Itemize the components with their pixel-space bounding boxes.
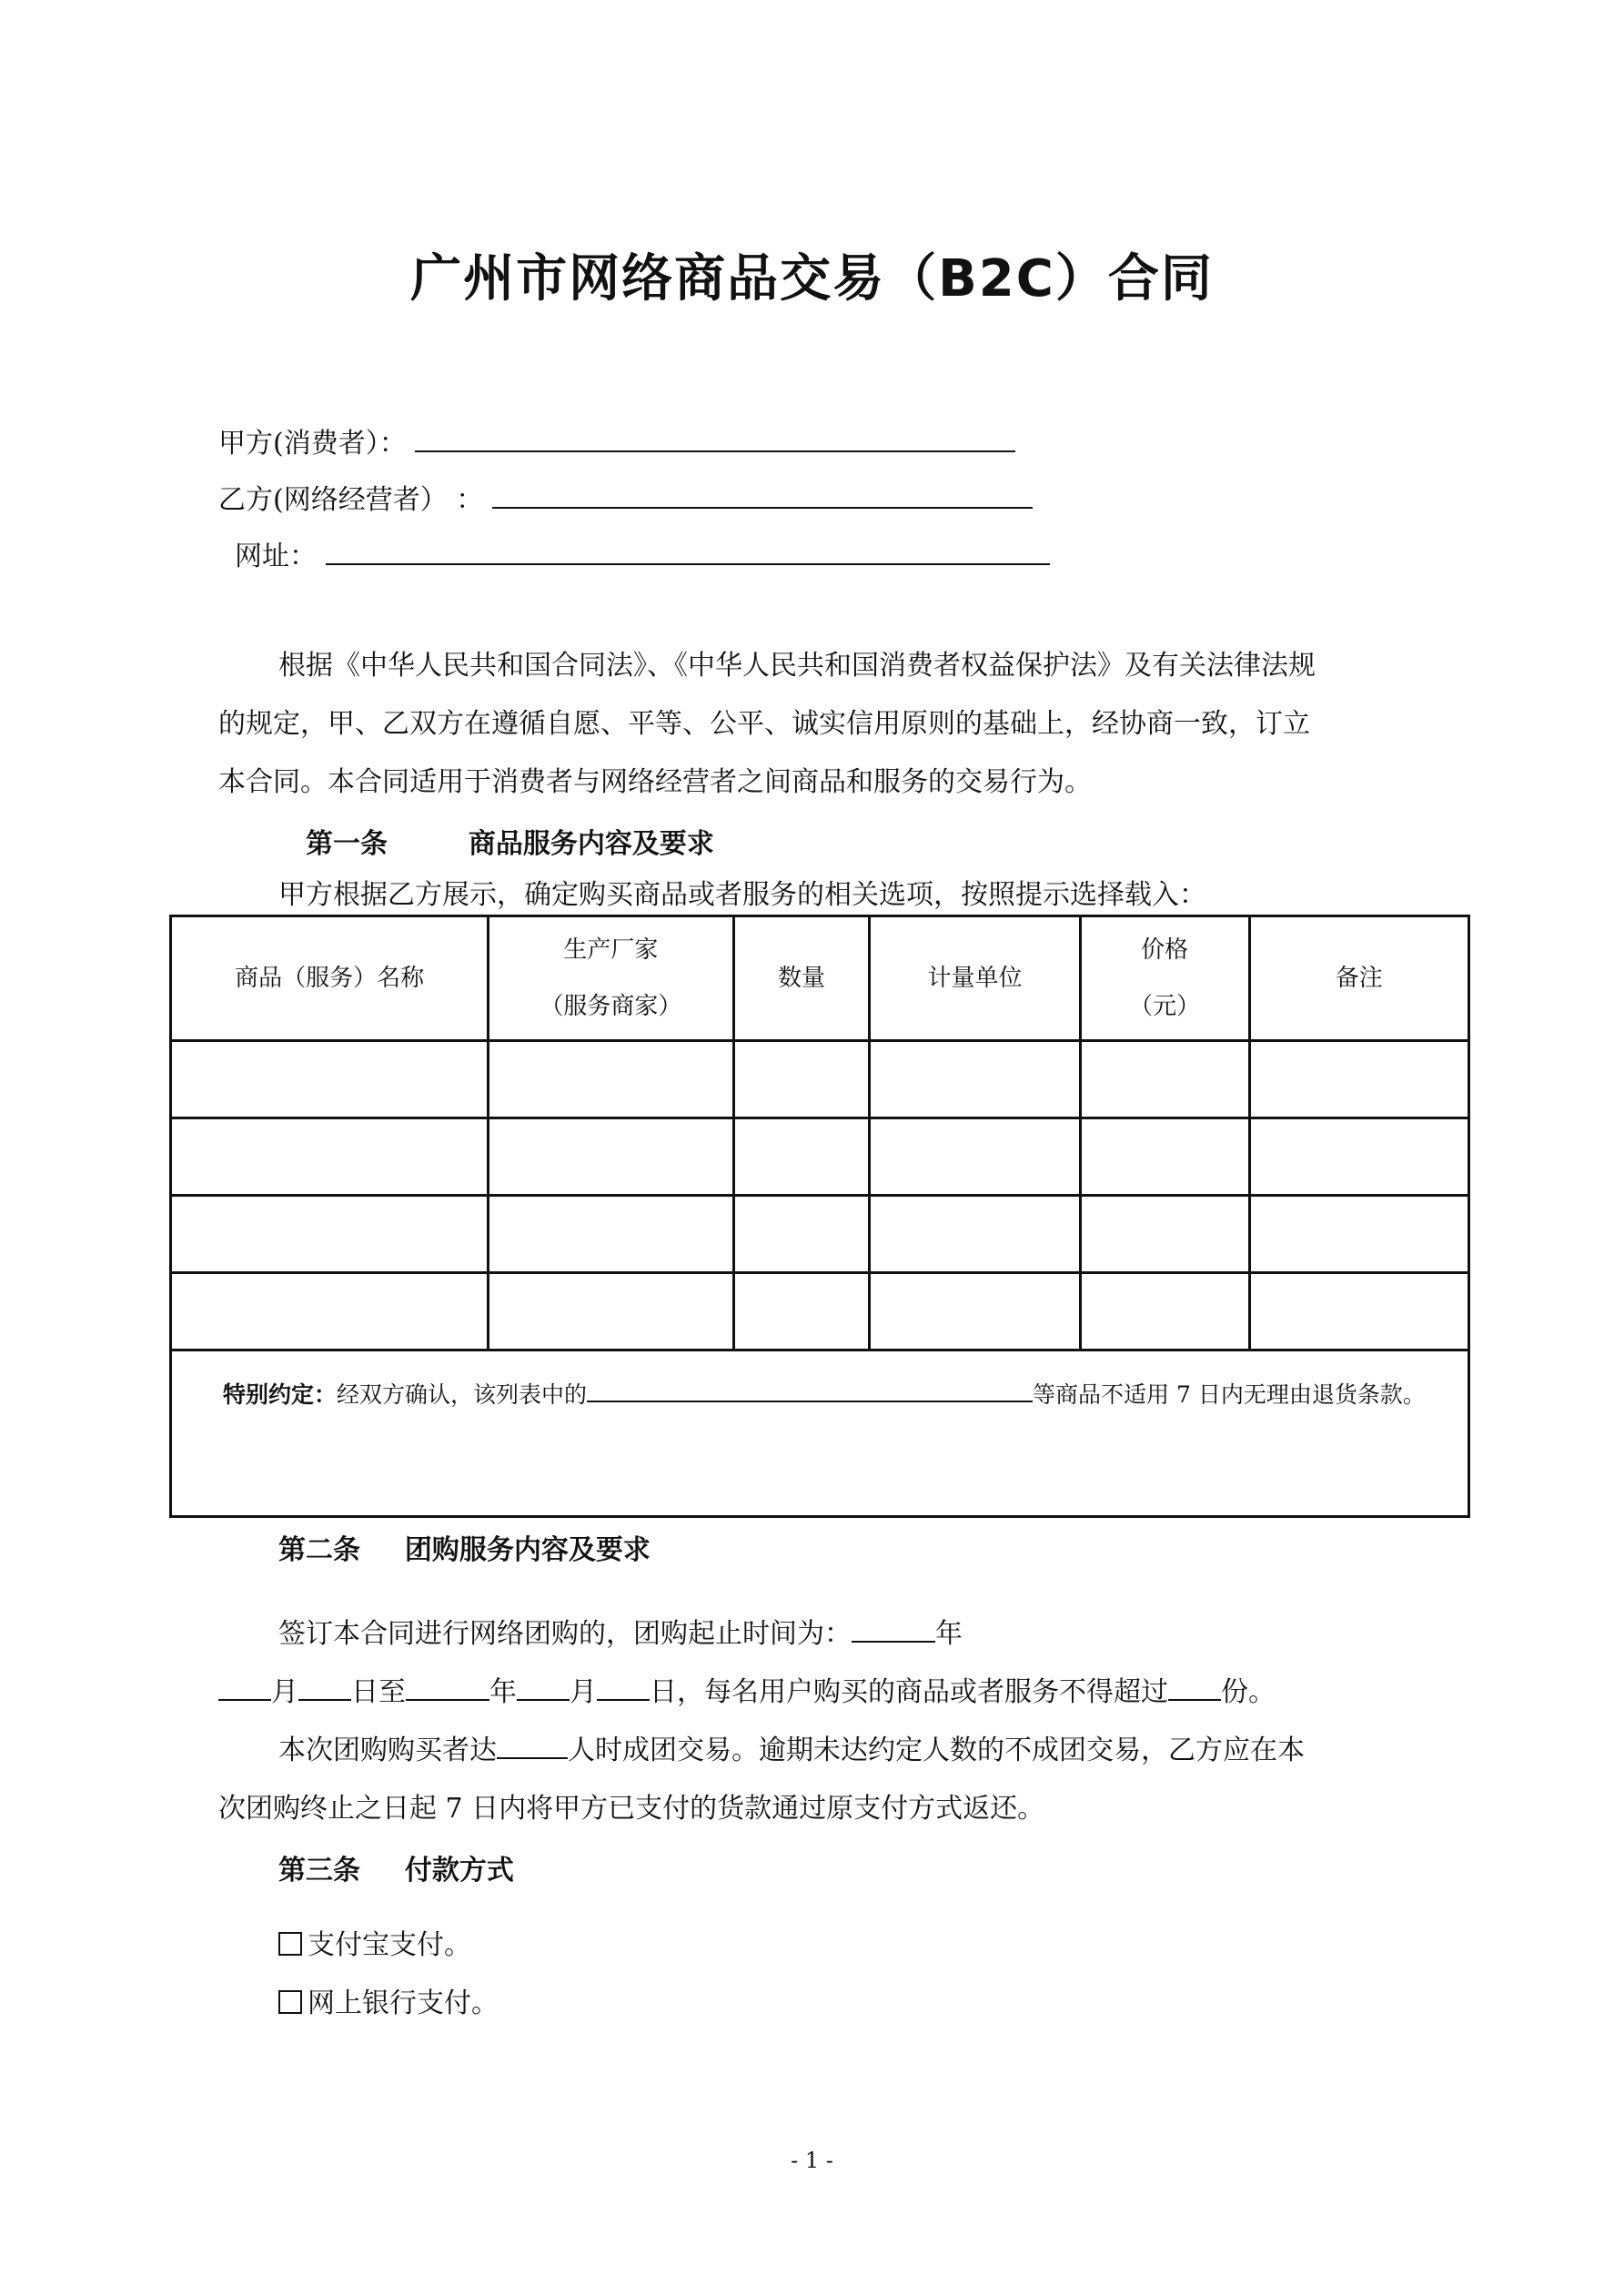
table-row [171,1273,1469,1350]
special-agreement-text-after: 等商品不适用 7 日内无理由退货条款。 [1033,1381,1426,1408]
start-month-blank[interactable] [218,1672,271,1701]
article-2-line-4: 次团购终止之日起 7 日内将甲方已支付的货款通过原支付方式返还。 [218,1793,1045,1825]
table-cell[interactable] [870,1273,1080,1350]
website-label: 网址： [235,541,317,572]
table-row [171,1041,1469,1118]
party-b-label: 乙方(网络经营者） ： [218,484,484,516]
end-day-blank[interactable] [597,1672,650,1701]
document-title: 广州市网络商品交易（B2C）合同 [410,249,1214,308]
payment-option-label: 支付宝支付。 [308,1929,471,1961]
table-cell[interactable] [870,1118,1080,1196]
end-year-blank[interactable] [406,1672,489,1701]
day-end-text: 日，每名用户购买的商品或者服务不得超过 [650,1676,1168,1708]
header-remarks: 备注 [1249,916,1468,1041]
article-1-number: 第一条 [306,828,388,860]
header-manufacturer: 生产厂家 （服务商家） [489,916,733,1041]
table-cell[interactable] [489,1196,733,1273]
table-cell[interactable] [733,1118,870,1196]
party-b-line [218,477,1033,517]
header-unit: 计量单位 [870,916,1080,1041]
table-cell[interactable] [733,1196,870,1273]
article-1-intro: 甲方根据乙方展示，确定购买商品或者服务的相关选项，按照提示选择载入： [278,879,1206,911]
party-a-blank[interactable] [415,423,1015,452]
page-number: - 1 - [791,2148,833,2173]
table-header-row [171,916,1469,1041]
portion-label: 份。 [1221,1676,1276,1708]
year-label: 年 [489,1676,517,1708]
group-size-blank[interactable] [497,1730,568,1759]
start-day-blank[interactable] [298,1672,351,1701]
preamble-line-1: 根据《中华人民共和国合同法》、《中华人民共和国消费者权益保护法》及有关法律法规 [278,650,1316,682]
article-2-line-2 [218,1664,1276,1722]
table-cell[interactable] [733,1273,870,1350]
payment-option-label: 网上银行支付。 [308,1988,499,2019]
payment-option-alipay[interactable] [278,1917,471,1975]
party-a-line [218,420,1015,460]
header-price: 价格 （元） [1080,916,1249,1041]
special-agreement-label: 特别约定： [223,1381,338,1408]
day-to-label: 日至 [351,1676,406,1708]
month-label: 月 [271,1676,298,1708]
table-cell[interactable] [171,1041,489,1118]
special-agreement-text-before: 经双方确认，该列表中的 [337,1381,588,1408]
table-cell[interactable] [1080,1118,1249,1196]
website-blank[interactable] [326,536,1050,565]
table-row [171,1196,1469,1273]
month-label: 月 [570,1676,597,1708]
table-cell[interactable] [489,1118,733,1196]
preamble-line-2: 的规定，甲、乙双方在遵循自愿、平等、公平、诚实信用原则的基础上，经协商一致，订立 [218,708,1310,740]
year-label: 年 [935,1618,963,1650]
special-agreement-cell [171,1350,1469,1517]
header-quantity: 数量 [733,916,870,1041]
end-month-blank[interactable] [517,1672,570,1701]
article-3-title: 付款方式 [404,1855,514,1886]
article-3-heading [278,1847,514,1887]
table-cell[interactable] [870,1196,1080,1273]
checkbox-icon[interactable] [278,1990,302,2014]
table-cell[interactable] [1249,1196,1468,1273]
checkbox-icon[interactable] [278,1932,302,1956]
table-row [171,1118,1469,1196]
groupbuy-rule-text: 人时成团交易。逾期未达约定人数的不成团交易，乙方应在本 [568,1735,1305,1766]
table-cell[interactable] [171,1196,489,1273]
article-2-heading [278,1527,651,1567]
website-line [235,533,1050,573]
article-2-line-1 [278,1605,963,1664]
groupbuy-count-text: 本次团购购买者达 [278,1735,497,1766]
table-cell[interactable] [171,1118,489,1196]
article-3-number: 第三条 [278,1855,360,1886]
max-portion-blank[interactable] [1168,1672,1221,1701]
article-1-title: 商品服务内容及要求 [468,828,714,860]
header-goods-name: 商品（服务）名称 [171,916,489,1041]
party-b-blank[interactable] [492,480,1033,509]
goods-table [169,915,1470,1518]
table-cell[interactable] [1249,1041,1468,1118]
article-1-heading [306,821,714,861]
table-cell[interactable] [1080,1041,1249,1118]
groupbuy-time-text: 签订本合同进行网络团购的，团购起止时间为： [278,1618,852,1650]
table-cell[interactable] [870,1041,1080,1118]
start-year-blank[interactable] [852,1613,935,1643]
party-a-label: 甲方(消费者）： [218,428,407,460]
table-cell[interactable] [489,1041,733,1118]
payment-option-online-bank[interactable] [278,1975,499,2033]
preamble-line-3: 本合同。本合同适用于消费者与网络经营者之间商品和服务的交易行为。 [218,766,1092,798]
article-2-number: 第二条 [278,1534,360,1566]
table-cell[interactable] [171,1273,489,1350]
table-cell[interactable] [1249,1273,1468,1350]
special-agreement-blank[interactable] [587,1377,1033,1402]
table-cell[interactable] [1249,1118,1468,1196]
table-cell[interactable] [1080,1196,1249,1273]
article-2-title: 团购服务内容及要求 [404,1534,651,1566]
article-2-line-3 [278,1722,1305,1780]
table-cell[interactable] [1080,1273,1249,1350]
table-cell[interactable] [489,1273,733,1350]
special-agreement-row [171,1350,1469,1517]
table-cell[interactable] [733,1041,870,1118]
